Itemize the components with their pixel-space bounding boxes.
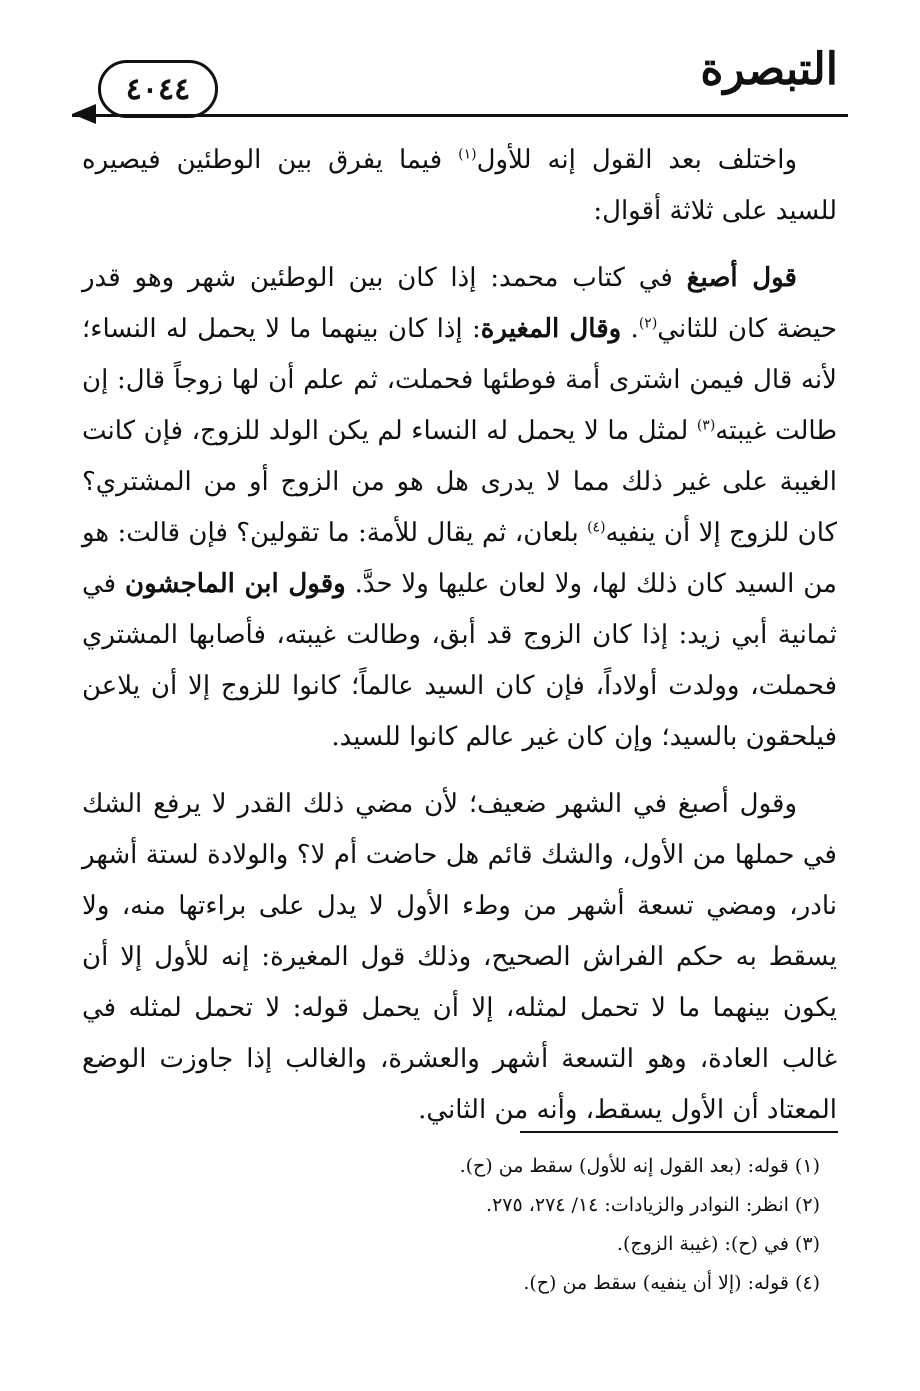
footnote-2: (٢) انظر: النوادر والزيادات: ١٤/ ٢٧٤، ٢٧٥. xyxy=(486,1194,820,1216)
book-title: التبصرة xyxy=(700,44,838,95)
bold-phrase: وقال المغيرة xyxy=(480,314,622,344)
footnote-marker: (٤) xyxy=(587,519,606,536)
bold-phrase: قول أصبغ xyxy=(686,263,797,293)
footnotes xyxy=(82,1147,820,1303)
bold-phrase: وقول ابن الماجشون xyxy=(124,569,346,599)
text-segment: واختلف بعد القول إنه للأول xyxy=(476,145,797,175)
header-rule xyxy=(72,114,848,117)
text-segment: لمثل ما لا يحمل له النساء لم يكن الولد للزوج، فإن كانت الغيبة على غير ذلك مما لا يدرى هل هو من الزوج أو من المشتري؟ كان للزوج إلا أن ينفيه xyxy=(82,416,838,548)
page-number: ٤٠٤٤ xyxy=(98,60,218,118)
paragraph-1 xyxy=(82,135,837,237)
header-rule-ornament xyxy=(72,104,96,124)
paragraph-3 xyxy=(82,779,837,1136)
text-segment: : إذا كان بينهما ما لا يحمل له النساء؛ لأنه قال فيمن اشترى أمة فوطئها فحملت، ثم علم أن لها زوجاً قال: إن طالت غيبته xyxy=(82,314,838,446)
text-segment: في كتاب محمد: إذا كان بين الوطئين شهر وهو قدر حيضة كان للثاني xyxy=(82,263,837,344)
main-text xyxy=(82,135,837,1152)
footnote-4: (٤) قوله: (إلا أن ينفيه) سقط من (ح). xyxy=(523,1272,820,1294)
text-segment: فيما يفرق بين الوطئين فيصيره للسيد على ثلاثة أقوال: xyxy=(82,145,837,226)
text-segment: . xyxy=(621,314,639,344)
footnote-marker: (٣) xyxy=(696,417,716,434)
page-header xyxy=(0,0,920,125)
text-segment: في ثمانية أبي زيد: إذا كان الزوج قد أبق، وطالت غيبته، فأصابها المشتري فحملت، وولدت أولاداً، فإن كان السيد عالماً؛ كانوا للزوج إلا أن يلاعن فيلحقون بالسيد؛ وإن كان غير عالم كانوا للسيد. xyxy=(82,569,837,752)
text-segment: وقول أصبغ في الشهر ضعيف؛ لأن مضي ذلك القدر لا يرفع الشك في حملها من الأول، والشك قائم هل حاضت أم لا؟ والولادة لستة أشهر نادر، ومضي تسعة أشهر من وطء الأول لا يدل على براءتها منه، ولا يسقط به حكم الفراش الصحيح، وذلك قول المغيرة: إنه للأول إلا أن يكون بينهما ما لا تحمل لمثله، إلا أن يحمل قوله: لا تحمل لمثله في غالب العادة، وهو التسعة أشهر والعشرة، والغالب إذا جاوزت الوضع المعتاد أن الأول يسقط، وأنه من الثاني. xyxy=(82,789,837,1125)
footnote-separator xyxy=(520,1131,838,1133)
text-segment: بلعان، ثم يقال للأمة: ما تقولين؟ فإن قالت: هو من السيد كان ذلك لها، ولا لعان عليها ولا حدَّ. xyxy=(82,518,837,599)
footnote-3: (٣) في (ح): (غيبة الزوج). xyxy=(616,1233,820,1255)
footnote-1: (١) قوله: (بعد القول إنه للأول) سقط من (ح). xyxy=(459,1155,820,1177)
footnote-marker: (١) xyxy=(458,146,477,163)
paragraph-2 xyxy=(82,253,837,763)
footnote-marker: (٢) xyxy=(638,315,658,332)
